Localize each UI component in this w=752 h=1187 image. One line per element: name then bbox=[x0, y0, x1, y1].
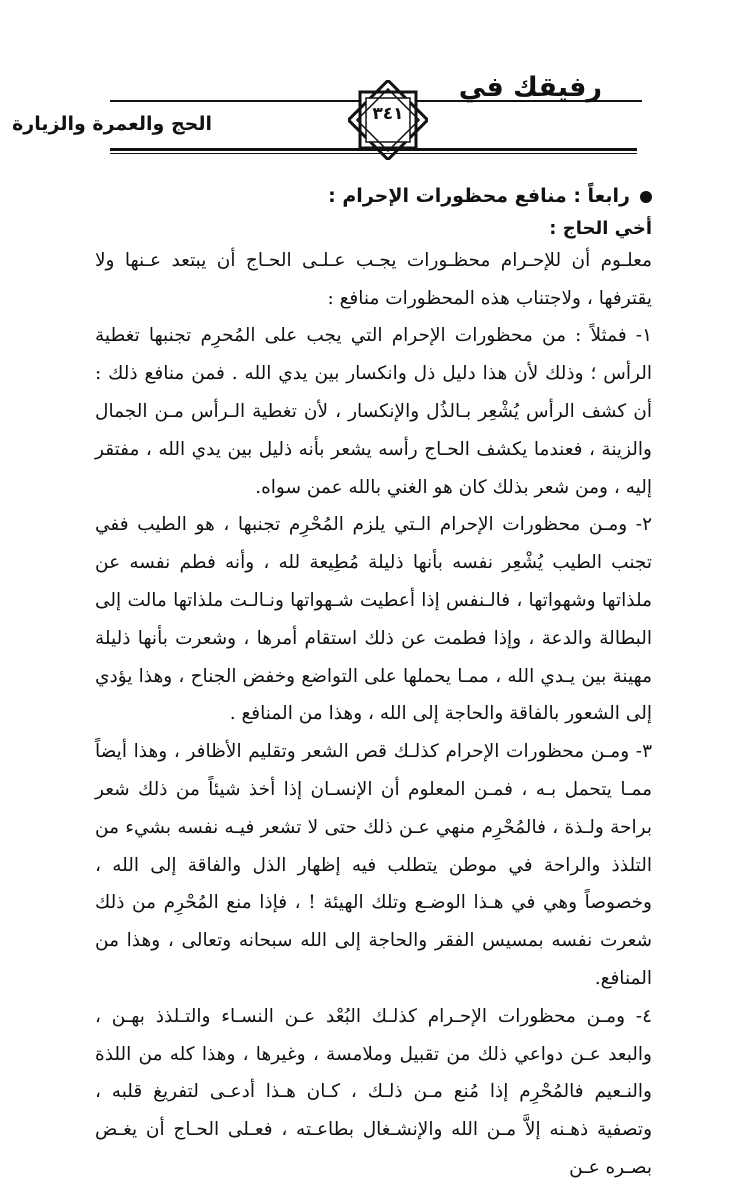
section-heading bbox=[95, 178, 652, 216]
paragraph-intro: معلـوم أن للإحـرام محظـورات يجـب عـلـى الحـاج أن يبتعد عـنها ولا يقترفها ، ولاجتناب هذه المحظورات منافع : bbox=[95, 249, 652, 309]
address-line: أخي الحاج : bbox=[549, 217, 652, 239]
paragraph-1: ١- فمثلاً : من محظورات الإحرام التي يجب على المُحرِم تجنبها تغطية الرأس ؛ وذلك لأن هذا دليل ذل وانكسار بين يدي الله . فمن منافع ذلك : أن كشف الرأس يُشْعِر بـالذُل والإنكسار ، لأن تغطية الـرأس مـن الجمال والزينة ، فعندما يكشف الحـاج رأسه يشعر بأنه ذليل بين يدي الله ، مفتقر إليه ، ومن شعر بذلك كان هو الغني بالله عمن سواه. bbox=[95, 325, 652, 498]
book-title-line1: رفيقك في bbox=[458, 72, 602, 103]
header-rule-bottom-thin bbox=[110, 153, 637, 154]
section-heading-text: رابعاً : منافع محظورات الإحرام : bbox=[328, 185, 630, 207]
paragraph-2: ٢- ومـن محظورات الإحرام الـتي يلزم المُحْرِم تجنبها ، هو الطيب ففي تجنب الطيب يُشْعِر نفسه بأنها ذليلة مُطِيعة لله ، وأنه فطم نفسه عن ملذاتها وشهواتها ، فالـنفس إذا أعطيت شـهواتها ونـالـت ملذاتها مالت إلى البطالة والدعة ، وإذا فطمت عن ذلك استقام أمرها ، وشعرت بأنها ذليلة مهينة بين يـدي الله ، ممـا يحملها على التواضع وخفض الجناح ، وهذا يؤدي إلى الشعور بالفاقة والحاجة إلى الله ، وهذا من المنافع . bbox=[95, 514, 652, 725]
book-title-line2: الحج والعمرة والزيارة bbox=[12, 113, 212, 135]
paragraph-4: ٤- ومـن محظورات الإحـرام كذلـك البُعْد عـن النسـاء والتـلذذ بهـن ، والبعد عـن دواعي ذلك من تقبيل وملامسة ، وغيرها ، وهذا كله من اللذة والنـعيم فالمُحْرِم إذا مُنع مـن ذلـك ، كـان هـذا أدعـى لتفريغ قلبه ، وتصفية ذهـنه إلاَّ مـن الله والإنشـغال بطاعـته ، فعـلى الحـاج أن يغـض بصـره عـن bbox=[95, 1005, 652, 1178]
paragraph-3: ٣- ومـن محظورات الإحرام كذلـك قص الشعر وتقليم الأظافر ، وهذا أيضاً ممـا يتحمل بـه ، فمـن المعلوم أن الإنسـان إذا أخذ شيئاً من ذلك شعر براحة ولـذة ، فالمُحْرِم منهي عـن ذلك حتى لا تشعر فيـه نفسه بشيء من التلذذ والراحة في موطن يتطلب فيه إظهار الذل والفاقة إلى الله ، وخصوصاً وهي في هـذا الوضـع وتلك الهيئة ! ، فإذا منع المُحْرِم من ذلك شعرت نفسه بمسيس الفقر والحاجة إلى الله سبحانه وتعالى ، وهذا من المنافع. bbox=[95, 741, 652, 989]
page-number: ٣٤١ bbox=[372, 104, 404, 124]
header-rule-bottom bbox=[110, 148, 637, 151]
page-body bbox=[95, 178, 652, 1187]
bullet-icon bbox=[640, 191, 652, 203]
